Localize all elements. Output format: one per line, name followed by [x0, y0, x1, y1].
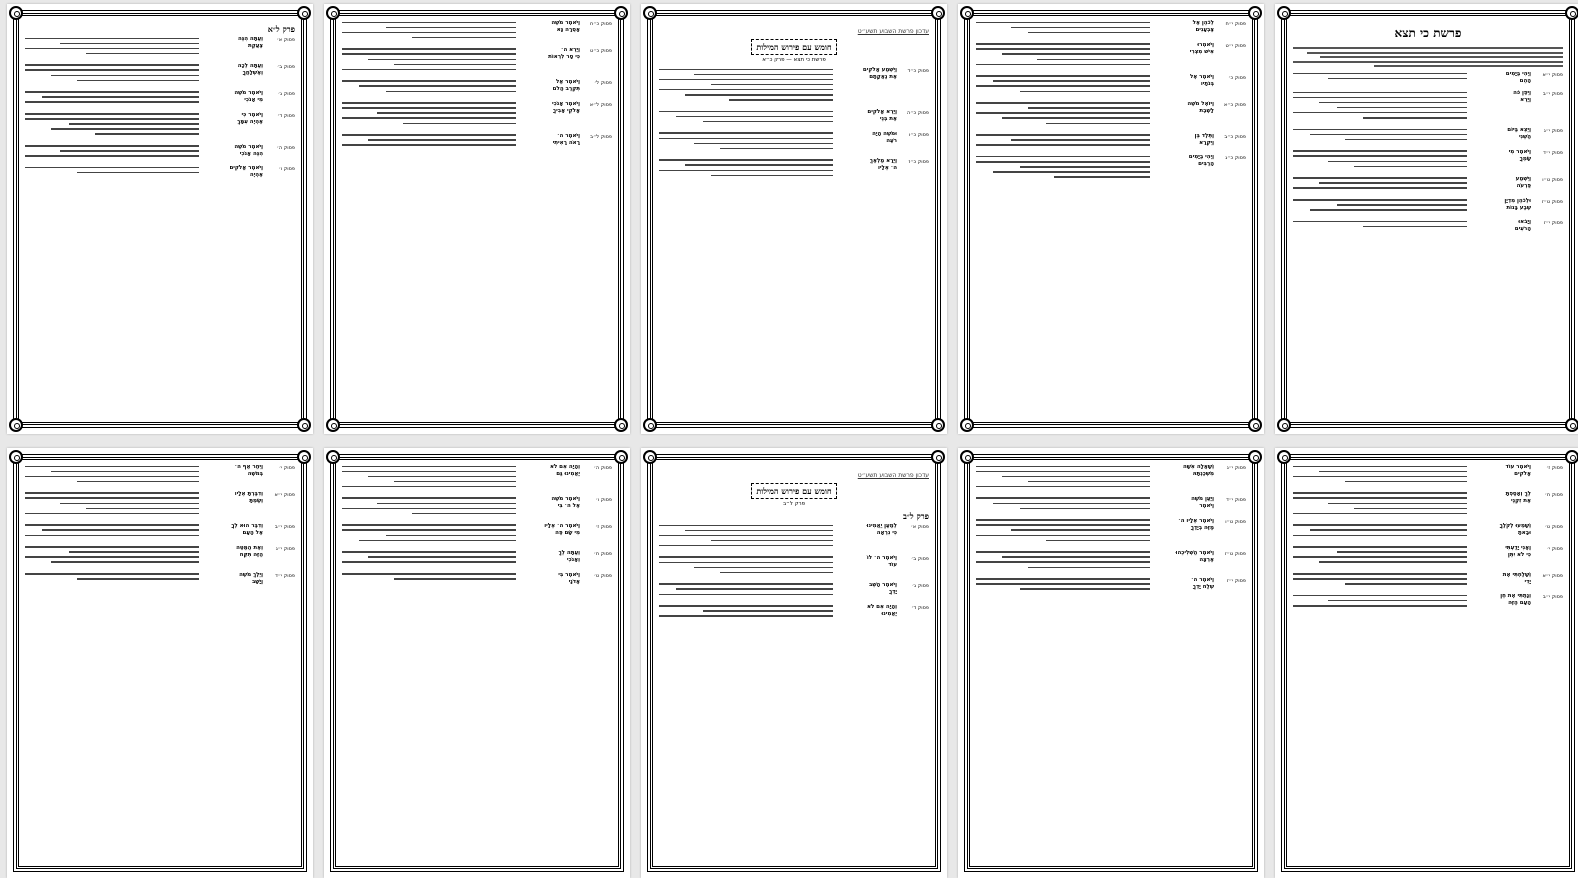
translation-column	[25, 491, 199, 518]
hebrew-column: וַיְהִי בַּיָּמִים הָהֵם	[1505, 71, 1531, 84]
hebrew-column: וַיַּרְא אֱלֹקִים אֶת בְּנֵי	[867, 109, 897, 123]
verse-block	[1293, 127, 1563, 144]
translation-column	[342, 550, 516, 567]
translation-column	[659, 523, 833, 550]
verse-block	[1293, 572, 1563, 589]
verse-label: פסוק ט״ז	[1541, 198, 1563, 205]
corner-ornament-icon	[960, 450, 974, 464]
hebrew-column: וַיֹּאמֶר מֹשֶׁה אָסֻרָה נָּא	[551, 20, 580, 33]
verse-label: פסוק ח׳	[1544, 491, 1563, 498]
verse-block	[976, 42, 1246, 69]
hebrew-column: וַיֵּלֶךְ מֹשֶׁה וַיָּשָׁב	[239, 571, 263, 585]
verse-block	[659, 109, 929, 126]
hebrew-column: וְשָׁלַחְתִּי אֶת יָדִי	[1502, 571, 1531, 585]
translation-column	[1293, 71, 1467, 85]
corner-ornament-icon	[931, 418, 945, 432]
verse-label: פסוק א׳	[276, 37, 295, 43]
hebrew-column: וְהָיָה אִם לֹא יַאֲמִינוּ גַּם	[549, 464, 580, 477]
verse-label: פסוק ד׳	[277, 112, 295, 119]
verse-block	[976, 550, 1246, 572]
hebrew-column: וַיֹּאמֶר אֱלֹקִים אֶהְיֶה	[229, 165, 263, 179]
verse-label: פסוק ט׳	[1544, 523, 1563, 530]
document-page	[324, 4, 630, 434]
document-page	[1275, 448, 1578, 878]
verse-label: פסוק י״ז	[1227, 577, 1246, 584]
translation-column	[1293, 198, 1467, 215]
verse-label: פסוק ח׳	[593, 550, 612, 557]
corner-ornament-icon	[9, 418, 23, 432]
verse-block	[342, 47, 612, 74]
verse-block	[25, 90, 295, 107]
verse-label: פסוק ג׳	[277, 90, 295, 97]
verse-block	[342, 572, 612, 586]
hebrew-column: וְאֶת הַמַּטֶּה הַזֶּה תִּקַּח	[236, 544, 263, 558]
page-content	[25, 464, 295, 864]
translation-column	[342, 133, 516, 150]
hebrew-column: לְמַעַן יַאֲמִינוּ כִּי נִרְאָה	[866, 523, 897, 536]
translation-column	[1293, 127, 1467, 144]
verse-block	[1293, 464, 1563, 486]
verse-block	[976, 518, 1246, 545]
hebrew-column: וַיֹּאמֶר הַשְׁלִיכֵהוּ אַרְצָה	[1175, 549, 1214, 563]
translation-column	[1293, 593, 1467, 610]
verse-block	[659, 555, 929, 577]
document-page	[958, 4, 1264, 434]
hebrew-column: וַיְהִי בַיָּמִים הָרַבִּים	[1188, 154, 1214, 168]
verse-block	[976, 577, 1246, 594]
translation-column	[25, 464, 199, 486]
verse-label: פסוק ז׳	[1546, 465, 1563, 471]
chapter-heading: פרק ל״ב	[903, 511, 929, 521]
corner-ornament-icon	[614, 6, 628, 20]
corner-ornament-icon	[297, 6, 311, 20]
verse-label: פסוק ה׳	[276, 144, 295, 151]
page-content	[976, 464, 1246, 864]
translation-column	[659, 158, 833, 180]
section-subtitle: פרק ל״ב	[782, 501, 806, 507]
verse-block	[659, 582, 929, 599]
hebrew-column: וְהָיָה אִם לֹא יַאֲמִינוּ	[866, 603, 897, 617]
hebrew-column: וַיֹּאמֶר אַל תִּקְרַב הֲלֹם	[552, 78, 580, 92]
document-page	[641, 4, 947, 434]
verse-block	[976, 133, 1246, 150]
hebrew-column: וַיָּבֹאוּ הָרֹעִים	[1514, 219, 1531, 233]
verse-label: פסוק י׳	[278, 465, 295, 471]
verse-label: פסוק י״ד	[275, 572, 295, 579]
hebrew-column: וַיּוֹאֶל מֹשֶׁה לָשֶׁבֶת	[1187, 100, 1214, 114]
verse-block	[342, 133, 612, 150]
verse-label: פסוק כ״ו	[908, 131, 929, 138]
hebrew-column: וַיִּפֶן כֹּה וַיַּרְא	[1513, 90, 1531, 103]
corner-ornament-icon	[1565, 6, 1578, 20]
verse-label: פסוק ל״א	[589, 101, 612, 108]
verse-label: פסוק י״ג	[275, 545, 295, 552]
hebrew-column: וַיֹּאמֶר הָשֵׁב יָדְךָ	[868, 581, 897, 595]
translation-column	[976, 518, 1150, 545]
verse-label: פסוק י״א	[1542, 572, 1563, 579]
hebrew-column: וַיֹּאמֶר ה׳ שְׁלַח יָדְךָ	[1191, 576, 1214, 590]
hebrew-column: וַתֵּלֶד בֵּן וַיִּקְרָא	[1194, 132, 1214, 146]
intro-paragraph	[1293, 47, 1563, 67]
translation-column	[342, 20, 516, 42]
translation-column	[342, 496, 516, 518]
document-page	[958, 448, 1264, 878]
verse-block	[1293, 219, 1563, 233]
corner-ornament-icon	[1565, 418, 1578, 432]
verse-block	[342, 464, 612, 491]
translation-column	[1293, 464, 1467, 486]
translation-column	[659, 604, 833, 621]
hebrew-column: וְשָׁמְעוּ לְקֹלֶךָ וּבָאתָ	[1499, 522, 1531, 536]
hebrew-column: וַיֹּאמֶר עוֹד אֱלֹקִים	[1505, 464, 1531, 477]
hebrew-column: וַיֵּצֵא בַּיּוֹם הַשֵּׁנִי	[1507, 127, 1531, 141]
corner-ornament-icon	[960, 6, 974, 20]
translation-column	[1293, 176, 1467, 193]
verse-block	[659, 523, 929, 550]
verse-block	[342, 550, 612, 567]
verse-block	[976, 101, 1246, 128]
verse-label: פסוק י״א	[1542, 72, 1563, 78]
hebrew-column: וַיִּחַר אַף ה׳ בְּמֹשֶׁה	[234, 464, 263, 477]
verse-block	[1293, 90, 1563, 122]
translation-column	[659, 131, 833, 153]
translation-column	[342, 79, 516, 96]
translation-column	[25, 545, 199, 567]
corner-ornament-icon	[614, 418, 628, 432]
corner-ornament-icon	[9, 6, 23, 20]
hebrew-column: וַיֹּאמֶר ה׳ רָאֹה רָאִיתִי	[552, 132, 580, 146]
document-page	[7, 448, 313, 878]
document-page	[641, 448, 947, 878]
hebrew-column: וַיֹּאמֶר מֹשֶׁה אֶל ה׳ בִּי	[551, 495, 580, 509]
hebrew-column: וַיֹּאמֶר כִּי אֶהְיֶה עִמָּךְ	[237, 111, 263, 125]
page-top-note: עדכון פרשת השבוע תשע״ט	[857, 472, 929, 479]
hebrew-column: וַיֹּאמֶר מֹשֶׁה מִי אָנֹכִי	[234, 89, 263, 103]
hebrew-column: וַיַּרְא ה׳ כִּי סָר לִרְאוֹת	[548, 46, 580, 60]
hebrew-column: וַיַּעַן מֹשֶׁה וַיֹּאמֶר	[1191, 495, 1214, 509]
page-content	[25, 20, 295, 420]
translation-column	[25, 165, 199, 179]
verse-block	[976, 20, 1246, 37]
verse-block	[976, 496, 1246, 513]
verse-label: פסוק ד׳	[911, 604, 929, 611]
verse-label: פסוק כ׳	[1228, 74, 1246, 81]
translation-column	[976, 577, 1150, 594]
corner-ornament-icon	[1277, 6, 1291, 20]
page-content	[976, 20, 1246, 420]
translation-column	[976, 496, 1150, 513]
translation-column	[659, 109, 833, 126]
corner-ornament-icon	[297, 450, 311, 464]
page-top-note: עדכון פרשת השבוע תשע״ט	[857, 28, 929, 35]
verse-label: פסוק כ״ג	[1225, 155, 1246, 162]
hebrew-column: וַיֵּרָא מַלְאַךְ ה׳ אֵלָיו	[869, 157, 897, 171]
translation-column	[342, 523, 516, 545]
verse-block	[25, 165, 295, 179]
translation-column	[976, 133, 1150, 150]
translation-column	[659, 582, 833, 599]
verse-label: פסוק ו׳	[595, 496, 612, 503]
verse-block	[976, 74, 1246, 96]
corner-ornament-icon	[931, 450, 945, 464]
page-content	[342, 464, 612, 864]
translation-column	[25, 144, 199, 161]
verse-block	[1293, 491, 1563, 518]
verse-label: פסוק כ״ב	[1224, 133, 1246, 140]
hebrew-column: וַיֹּאמֶר מִי שָׂמְךָ	[1508, 148, 1531, 162]
corner-ornament-icon	[643, 6, 657, 20]
translation-column	[659, 555, 833, 577]
hebrew-column: וַיֹּאמֶר ה׳ אֵלָיו מִי שָׂם פֶּה	[544, 522, 580, 536]
verse-label: פסוק א׳	[910, 524, 929, 530]
translation-column	[976, 74, 1150, 96]
verse-block	[1293, 523, 1563, 540]
document-page	[1275, 4, 1578, 434]
translation-column	[342, 47, 516, 74]
verse-label: פסוק כ״ד	[907, 68, 929, 74]
verse-block	[1293, 545, 1563, 567]
verse-block	[342, 101, 612, 128]
verse-block	[25, 36, 295, 58]
translation-column	[25, 36, 199, 58]
hebrew-column: וְדִבֶּר הוּא לְךָ אֶל הָעָם	[231, 522, 263, 536]
hebrew-column: וְשָׁאֲלָה אִשָּׁה מִשְּׁכֶנְתָּהּ	[1182, 464, 1214, 477]
verse-block	[25, 491, 295, 518]
verse-label: פסוק כ״ט	[590, 47, 612, 54]
hebrew-column: וְעַתָּה לֵךְ וְאָנֹכִי	[558, 549, 580, 563]
corner-ornament-icon	[1277, 450, 1291, 464]
hebrew-column: וּלְכֹהֵן מִדְיָן שֶׁבַע בָּנוֹת	[1504, 197, 1531, 211]
verse-block	[1293, 149, 1563, 171]
verse-label: פסוק ב׳	[911, 555, 929, 562]
verse-label: פסוק ל׳	[594, 79, 612, 86]
corner-ornament-icon	[643, 418, 657, 432]
verse-block	[25, 523, 295, 540]
page-content	[1293, 20, 1563, 420]
verse-block	[25, 545, 295, 567]
translation-column	[976, 464, 1150, 491]
hebrew-column: וַיֹּאמֶר ה׳ לוֹ עוֹד	[866, 554, 897, 568]
section-subtitle: פרשת כי תצא — פרק כ״א	[762, 57, 826, 63]
verse-block	[659, 604, 929, 621]
verse-label: פסוק י״ז	[1544, 220, 1563, 227]
corner-ornament-icon	[1248, 418, 1262, 432]
verse-label: פסוק י״ט	[1225, 42, 1246, 49]
verse-label: פסוק י״ד	[1543, 149, 1563, 156]
translation-column	[25, 63, 199, 85]
translation-column	[976, 550, 1150, 572]
corner-ornament-icon	[614, 450, 628, 464]
corner-ornament-icon	[326, 418, 340, 432]
verse-block	[659, 131, 929, 153]
verse-block	[1293, 71, 1563, 85]
verse-label: פסוק ט״ו	[1225, 518, 1246, 525]
corner-ornament-icon	[931, 6, 945, 20]
page-content	[659, 20, 929, 420]
translation-column	[976, 101, 1150, 128]
translation-column	[25, 572, 199, 586]
verse-label: פסוק ג׳	[911, 582, 929, 589]
translation-column	[976, 20, 1150, 37]
verse-label: פסוק י״ג	[1226, 465, 1246, 471]
page-content	[1293, 464, 1563, 864]
verse-label: פסוק כ״ח	[590, 21, 612, 27]
verse-label: פסוק י״ג	[1543, 128, 1563, 135]
verse-block	[976, 464, 1246, 491]
hebrew-column: וַיֹּאמֶר בִּי אֲדֹנָי	[558, 571, 580, 585]
translation-column	[1293, 219, 1467, 233]
hebrew-column: וּמֹשֶׁה הָיָה רֹעֶה	[872, 130, 897, 144]
verse-label: פסוק ו׳	[278, 166, 295, 173]
translation-column	[976, 154, 1150, 181]
verse-label: פסוק ט״ז	[1224, 550, 1246, 557]
translation-column	[1293, 572, 1467, 589]
page-content	[659, 464, 929, 864]
verse-label: פסוק ב׳	[277, 63, 295, 70]
parsha-title: פרשת כי תצא	[1394, 26, 1462, 40]
hebrew-column: וַיִּשְׁמַע אֱלֹקִים אֶת נַאֲקָתָם	[862, 67, 897, 80]
verse-label: פסוק ה׳	[593, 465, 612, 471]
section-title-box: חומש עם פירוש המילות	[751, 39, 837, 55]
hebrew-column: וַיֹּאמֶר אֵלָיו ה׳ מַזֶּה בְיָדֶךָ	[1178, 517, 1214, 531]
translation-column	[25, 90, 199, 107]
corner-ornament-icon	[960, 418, 974, 432]
verse-block	[25, 144, 295, 161]
verse-block	[342, 20, 612, 42]
translation-column	[976, 42, 1150, 69]
corner-ornament-icon	[1248, 450, 1262, 464]
verse-block	[342, 79, 612, 96]
verse-label: פסוק ל״ב	[590, 133, 612, 140]
document-page	[7, 4, 313, 434]
verse-label: פסוק כ״ז	[908, 158, 929, 165]
translation-column	[1293, 90, 1467, 122]
hebrew-column: וְעַתָּה הִנֵּה צַעֲקַת	[237, 36, 263, 49]
verse-label: פסוק י״ב	[1542, 594, 1563, 601]
translation-column	[25, 523, 199, 540]
verse-block	[976, 154, 1246, 181]
hebrew-column: וַיֹּאמֶר אֶל בְּנֹתָיו	[1189, 73, 1214, 87]
section-title-box: חומש עם פירוש המילות	[751, 483, 837, 499]
verse-label: פסוק י׳	[1546, 545, 1563, 552]
hebrew-column: וְעַתָּה לְכָה וְאֶשְׁלָחֲךָ	[237, 62, 263, 76]
translation-column	[1293, 149, 1467, 171]
verse-label: פסוק י״ב	[274, 523, 295, 530]
hebrew-column: וְנָתַתִּי אֶת חֵן הָעָם הַזֶּה	[1500, 593, 1531, 607]
verse-block	[659, 158, 929, 180]
document-page	[324, 448, 630, 878]
hebrew-column: לֵךְ וְאָסַפְתָּ אֶת זִקְנֵי	[1505, 490, 1531, 504]
corner-ornament-icon	[1277, 418, 1291, 432]
verse-label: פסוק כ״א	[1223, 101, 1246, 108]
verse-label: פסוק י״ד	[1226, 496, 1246, 503]
verse-label: פסוק כ״ה	[907, 110, 929, 117]
verse-block	[1293, 176, 1563, 193]
hebrew-column: וְדִבַּרְתָּ אֵלָיו וְשַׂמְתָּ	[234, 490, 263, 504]
translation-column	[659, 67, 833, 104]
translation-column	[342, 101, 516, 128]
translation-column	[1293, 545, 1467, 567]
hebrew-column: לְכֹהֵן אֶל צַּבְעָנִים	[1192, 20, 1214, 33]
corner-ornament-icon	[326, 450, 340, 464]
corner-ornament-icon	[297, 418, 311, 432]
translation-column	[25, 112, 199, 139]
translation-column	[342, 572, 516, 586]
verse-label: פסוק י״א	[274, 491, 295, 498]
verse-label: פסוק ז׳	[595, 523, 612, 530]
verse-block	[659, 67, 929, 104]
hebrew-column: וַיִּשְׁמַע פַּרְעֹה	[1515, 175, 1531, 189]
hebrew-column: וַיֹּאמְרוּ אִישׁ מִצְרִי	[1189, 41, 1214, 55]
translation-column	[342, 464, 516, 491]
hebrew-column: וַיֹּאמֶר אָנֹכִי אֱלֹקֵי אָבִיךָ	[552, 100, 580, 114]
verse-label: פסוק י״ח	[1225, 21, 1246, 27]
hebrew-column: וַאֲנִי יָדַעְתִּי כִּי לֹא יִתֵּן	[1505, 544, 1531, 558]
corner-ornament-icon	[326, 6, 340, 20]
corner-ornament-icon	[643, 450, 657, 464]
page-content	[342, 20, 612, 420]
corner-ornament-icon	[1565, 450, 1578, 464]
verse-block	[25, 464, 295, 486]
corner-ornament-icon	[1248, 6, 1262, 20]
verse-block	[1293, 593, 1563, 610]
chapter-heading: פרק ל״א	[267, 24, 295, 34]
translation-column	[1293, 491, 1467, 518]
verse-label: פסוק ט׳	[593, 572, 612, 579]
verse-block	[1293, 198, 1563, 215]
hebrew-column: וַיֹּאמֶר מֹשֶׁה הִנֵּה אָנֹכִי	[234, 143, 263, 157]
verse-block	[25, 572, 295, 586]
corner-ornament-icon	[9, 450, 23, 464]
verse-label: פסוק ט״ו	[1542, 176, 1563, 183]
verse-label: פסוק י״ב	[1542, 91, 1563, 97]
verse-block	[25, 112, 295, 139]
translation-column	[1293, 523, 1467, 540]
verse-block	[25, 63, 295, 85]
verse-block	[342, 523, 612, 545]
verse-block	[342, 496, 612, 518]
